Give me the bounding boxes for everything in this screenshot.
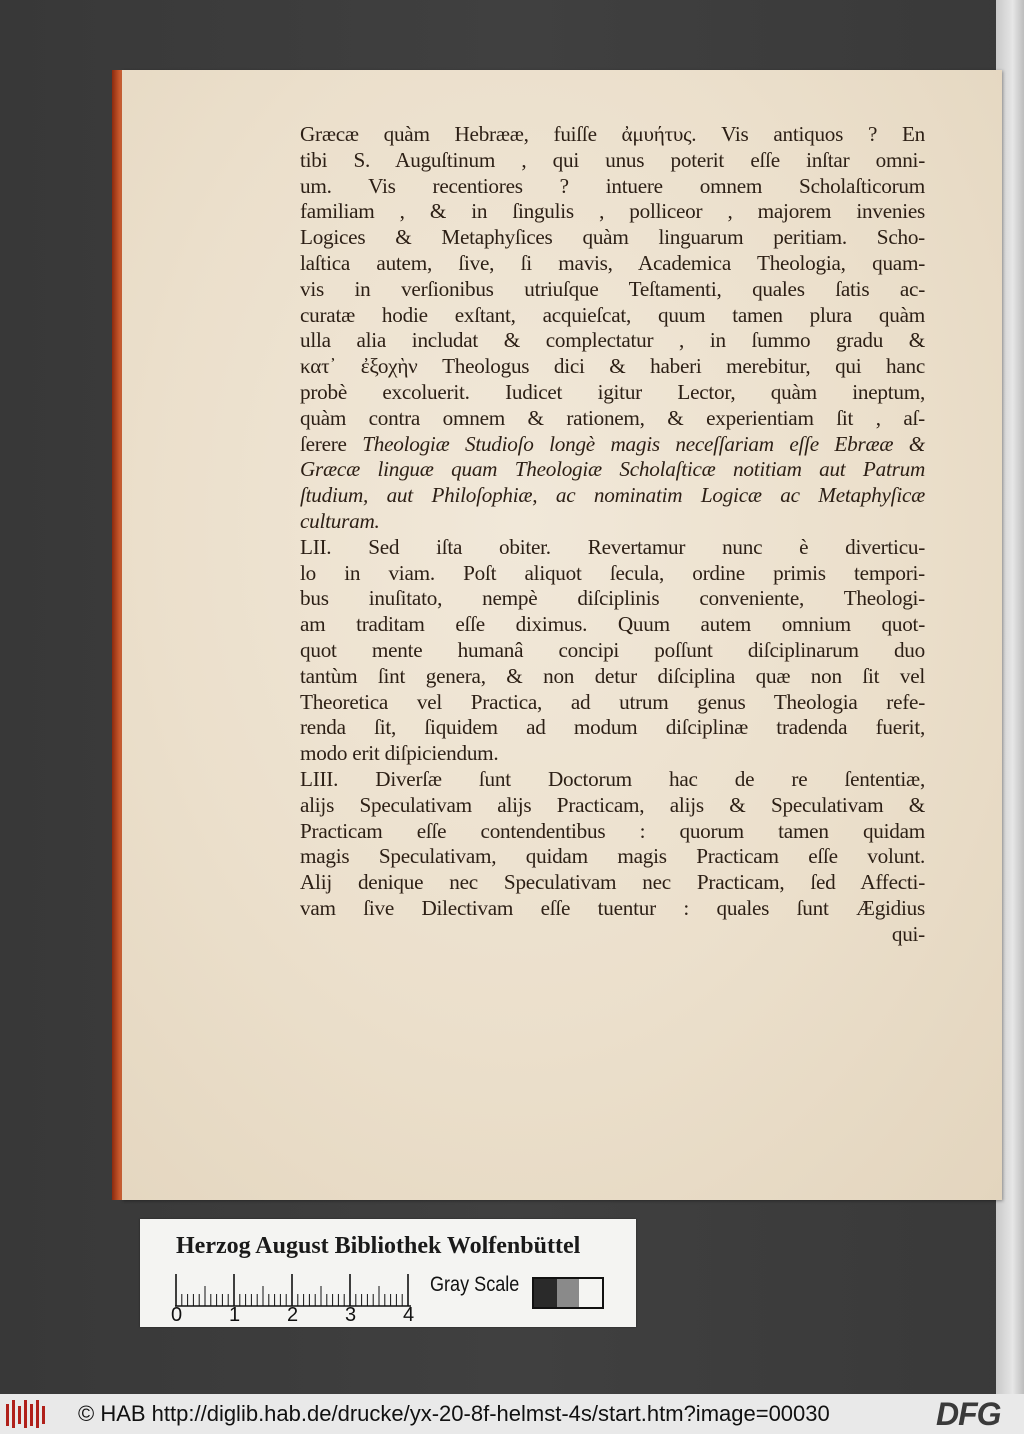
text-line: ſtudium, aut Philoſophiæ, ac nominatim Logicæ ac Metaphyſicæ	[300, 483, 925, 508]
text-line: um. Vis recentiores ? intuere omnem Scholaſticorum	[300, 173, 925, 198]
text-line: familiam , & in ſingulis , polliceor , majorem invenies	[300, 199, 925, 224]
text-line: ulla alia includat & complectatur , in ſummo gradu &	[300, 328, 925, 353]
ruler-number-3: 3	[345, 1304, 357, 1326]
hab-logo-icon[interactable]	[6, 1400, 48, 1428]
text-roman: ſerere	[300, 431, 363, 456]
text-line: Theoretica vel Practica, ad utrum genus Theologia refe-	[300, 689, 925, 714]
footer-bar	[0, 1394, 1024, 1434]
gray-scale-strip	[532, 1277, 604, 1309]
gray-swatch-mid	[557, 1279, 580, 1307]
ruler-number-1: 1	[229, 1304, 241, 1326]
text-line	[300, 432, 925, 458]
text-line: probè excoluerit. Iudicet igitur Lector, quàm ineptum,	[300, 379, 925, 404]
book-page-scan	[122, 70, 1002, 1200]
text-line: Alij denique nec Speculativam nec Practicam, ſed Affecti-	[300, 870, 925, 895]
gray-swatch-light	[579, 1279, 602, 1307]
text-line: bus inuſitato, nempè diſciplinis conveniente, Theologi-	[300, 586, 925, 611]
text-line: qui-	[891, 921, 925, 946]
text-line: modo erit diſpiciendum.	[300, 741, 499, 766]
text-line: vis in verſionibus utriuſque Teſtamenti, quales ſatis ac-	[300, 276, 925, 301]
text-line: magis Speculativam, quidam magis Practicam eſſe volunt.	[300, 844, 925, 869]
gray-scale-label: Gray Scale	[430, 1273, 520, 1296]
text-line: Græcæ linguæ quam Theologiæ Scholaſticæ notitiam aut Patrum	[300, 457, 925, 482]
text-line: Logices & Metaphyſices quàm linguarum peritiam. Scho-	[300, 225, 925, 250]
text-line: renda ſit, ſiquidem ad modum diſciplinæ tradenda fuerit,	[300, 715, 925, 740]
text-line: laſtica autem, ſive, ſi mavis, Academica Theologia, quam-	[300, 250, 925, 275]
page-edge	[112, 70, 122, 1200]
text-line: LII. Sed iſta obiter. Revertamur nunc è diverticu-	[300, 534, 925, 559]
text-line: tibi S. Auguſtinum , qui unus poterit eſſe inſtar omni-	[300, 147, 925, 172]
ruler-number-0: 0	[171, 1304, 183, 1326]
text-line: vam ſive Dilectivam eſſe tuentur : quales ſunt Ægidius	[300, 895, 925, 920]
text-line: quot mente humanâ concipi poſſunt diſciplinarum duo	[300, 637, 925, 662]
ruler-number-2: 2	[287, 1304, 299, 1326]
text-line: alijs Speculativam alijs Practicam, alijs & Speculativam &	[300, 792, 925, 817]
ruler-number-4: 4	[403, 1304, 415, 1326]
text-line: curatæ hodie exſtant, acquieſcat, quum tamen plura quàm	[300, 302, 925, 327]
text-line: lo in viam. Poſt aliquot ſecula, ordine primis tempori-	[300, 560, 925, 585]
copyright-url-link[interactable]: © HAB http://diglib.hab.de/drucke/yx-20-8f-helmst-4s/start.htm?image=00030	[78, 1401, 830, 1426]
text-line: quàm contra omnem & rationem, & experientiam ſit , aſ-	[300, 405, 925, 430]
gray-swatch-dark	[534, 1279, 557, 1307]
text-line: tantùm ſint genera, & non detur diſciplina quæ non ſit vel	[300, 663, 925, 688]
library-name: Herzog August Bibliothek Wolfenbüttel	[176, 1233, 581, 1259]
text-line: Practicam eſſe contendentibus : quorum tamen quidam	[300, 818, 925, 843]
text-line: am traditam eſſe diximus. Quum autem omnium quot-	[300, 612, 925, 637]
text-line: Græcæ quàm Hebrææ, fuiſſe ἀμυήτυς. Vis antiquos ? En	[300, 122, 925, 146]
measurement-ruler	[175, 1273, 415, 1307]
page-text-block	[300, 122, 925, 948]
text-line: culturam.	[300, 508, 380, 533]
ruler-ticks	[175, 1273, 415, 1307]
text-line: κατ᾽ ἐξοχὴν Theologus dici & haberi merebitur, qui hanc	[300, 354, 925, 379]
text-line: LIII. Diverſæ ſunt Doctorum hac de re ſententiæ,	[300, 766, 925, 791]
text-italic: Theologiæ Studioſo longè magis neceſſariam eſſe Ebrææ &	[362, 431, 925, 456]
catalog-card	[140, 1219, 636, 1327]
dfg-logo[interactable]: DFG	[936, 1396, 1001, 1432]
